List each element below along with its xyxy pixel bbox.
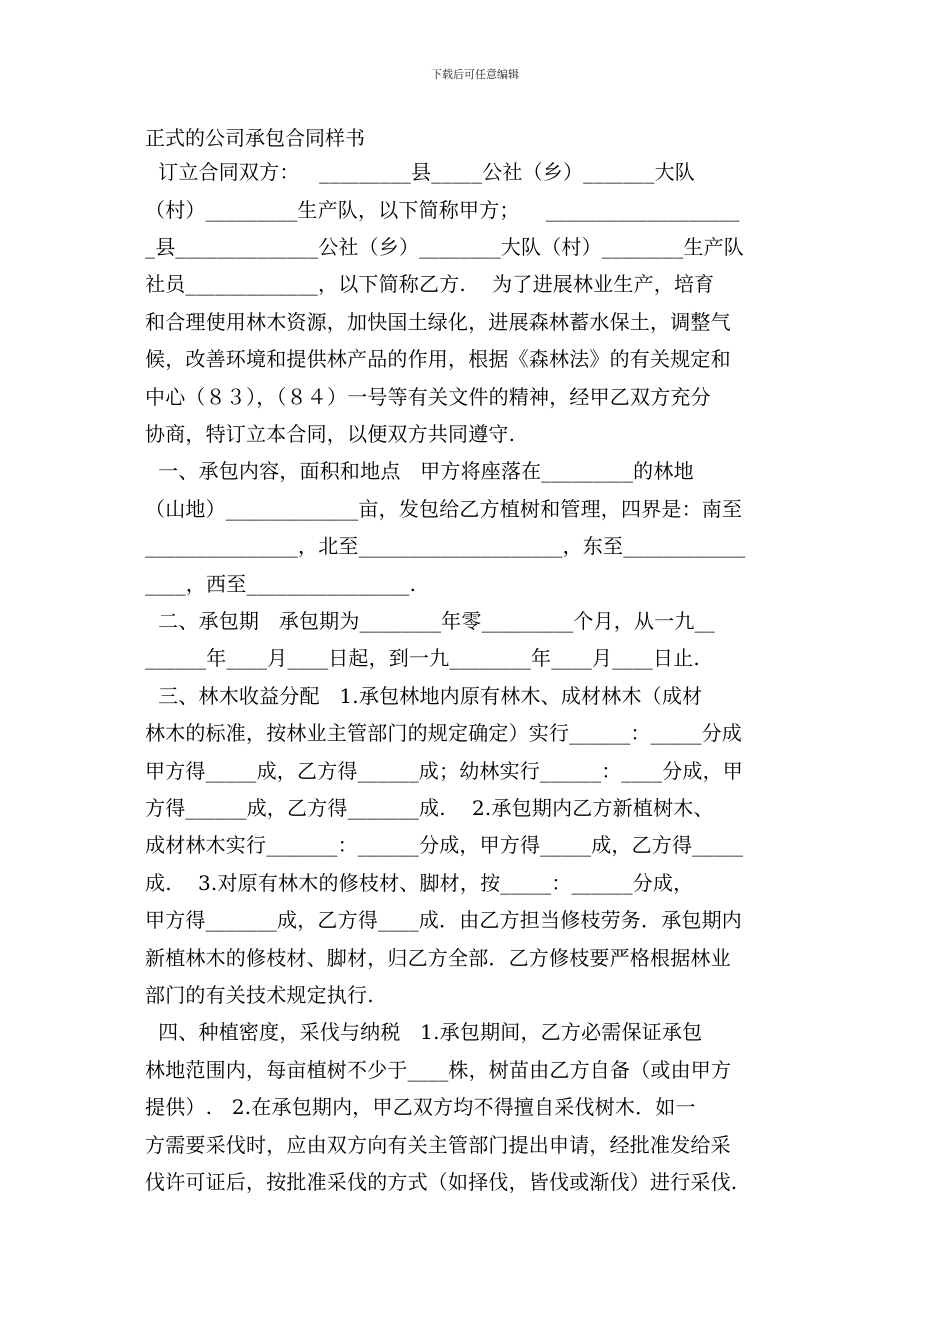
body-line: （山地）_____________亩，发包给乙方植树和管理，四界是：南至 [145, 497, 743, 521]
body-line: ______年____月____日起，到一九________年____月____日止. [145, 646, 700, 670]
body-line: 三、林木收益分配 1.承包林地内原有林木、成材林木（成材 [145, 684, 703, 708]
body-line: 社员_____________，以下简称乙方. 为了进展林业生产，培育 [145, 272, 715, 296]
body-line: 林木的标准，按林业主管部门的规定确定）实行______：_____分成 [145, 721, 742, 745]
body-line: 部门的有关技术规定执行. [145, 983, 374, 1007]
body-line: 甲方得_____成，乙方得______成；幼林实行______：____分成，甲 [145, 759, 743, 783]
body-line: ____，西至________________. [145, 572, 417, 596]
document-title: 正式的公司承包合同样书 [145, 126, 365, 150]
body-line: 新植林木的修枝材、脚材，归乙方全部．乙方修枝要严格根据林业 [145, 946, 731, 970]
body-line: 方得______成，乙方得_______成. 2.承包期内乙方新植树木、 [145, 796, 714, 820]
body-line: 一、承包内容，面积和地点 甲方将座落在_________的林地 [145, 459, 694, 483]
body-line: 伐许可证后，按批准采伐的方式（如择伐，皆伐或渐伐）进行采伐. [145, 1170, 738, 1194]
body-line: 协商，特订立本合同，以便双方共同遵守. [145, 422, 516, 446]
body-line: _县______________公社（乡）________大队（村）________生产队 [145, 235, 744, 259]
body-line: （村）_________生产队，以下简称甲方； ___________________ [145, 198, 740, 222]
body-line: 林地范围内，每亩植树不少于____株，树苗由乙方自备（或由甲方 [145, 1058, 732, 1082]
body-line: 甲方得_______成，乙方得____成．由乙方担当修枝劳务．承包期内 [145, 908, 742, 932]
body-line: 中心（８３），（８４）一号等有关文件的精神，经甲乙双方充分 [145, 385, 711, 409]
body-line: 和合理使用林木资源，加快国土绿化，进展森林蓄水保土，调整气 [145, 310, 731, 334]
body-line: 四、种植密度，采伐与纳税 1.承包期间，乙方必需保证承包 [145, 1020, 703, 1044]
body-line: 提供）. 2.在承包期内，甲乙双方均不得擅自采伐树木．如一 [145, 1095, 696, 1119]
body-line: 成. 3.对原有林木的修枝材、脚材，按_____：______分成， [145, 871, 694, 895]
body-line: _______________，北至____________________，东至____________ [145, 534, 746, 558]
body-line: 成材林木实行_______：______分成，甲方得_____成，乙方得_____ [145, 833, 744, 857]
body-line: 候，改善环境和提供林产品的作用，根据《森林法》的有关规定和 [145, 347, 731, 371]
body-line: 二、承包期 承包期为________年零_________个月，从一九__ [145, 609, 715, 633]
body-line: 方需要采伐时，应由双方向有关主管部门提出申请，经批准发给采 [145, 1133, 731, 1157]
page-header: 下载后可任意编辑 [431, 68, 519, 81]
body-line: 订立合同双方： _________县_____公社（乡）_______大队 [145, 160, 695, 184]
